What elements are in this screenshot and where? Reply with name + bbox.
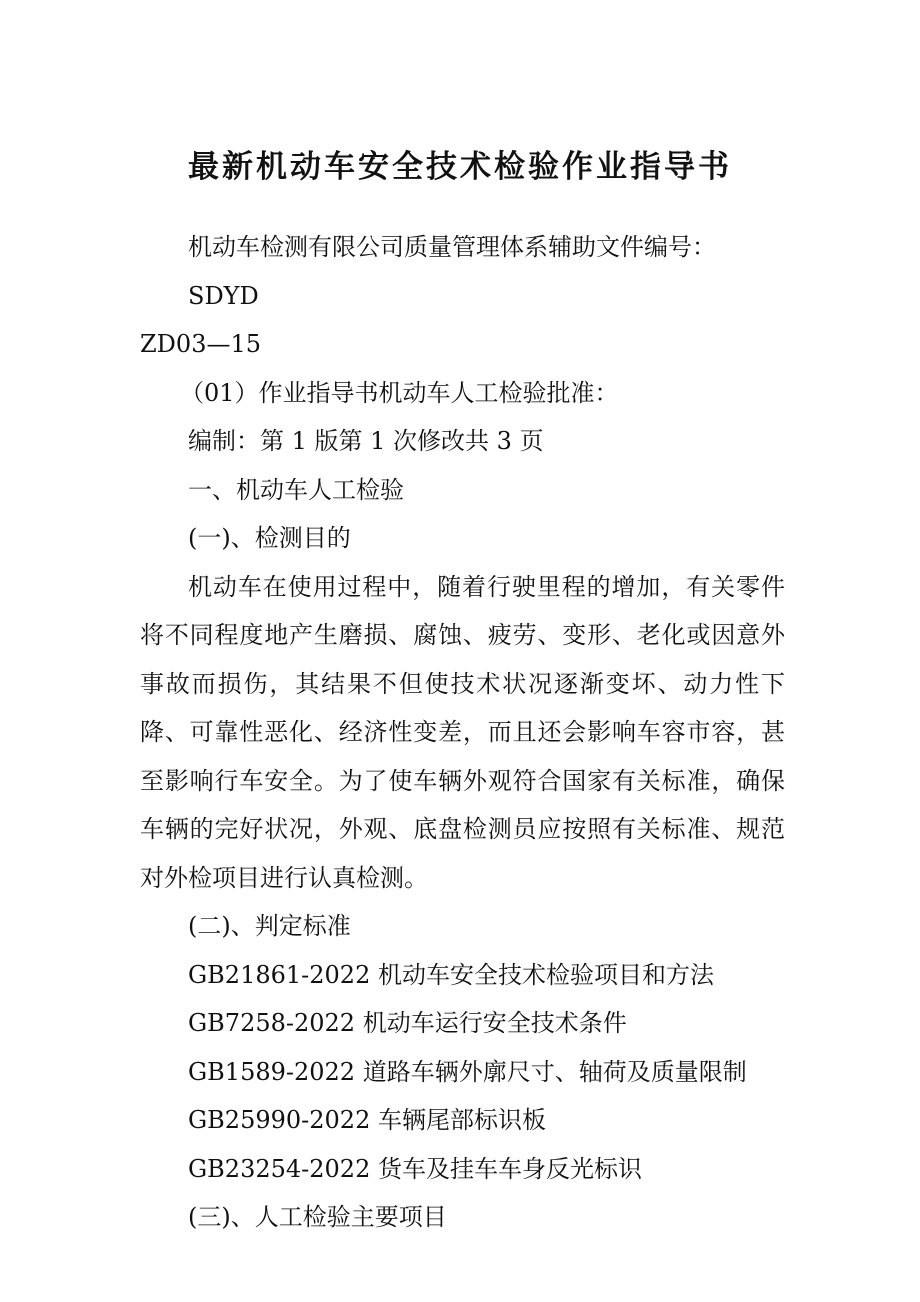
approval-line: （01）作业指导书机动车人工检验批准： — [180, 378, 619, 407]
standard-item: GB1589-2022 道路车辆外廓尺寸、轴荷及质量限制 — [188, 1057, 747, 1086]
file-number-line: 机动车检测有限公司质量管理体系辅助文件编号：SDYD — [188, 233, 716, 310]
subsection-heading-purpose: (一)、检测目的 — [188, 524, 351, 552]
subsection-heading-standards: (二)、判定标准 — [188, 912, 351, 940]
document-title: 最新机动车安全技术检验作业指导书 — [188, 149, 732, 185]
purpose-paragraph: 机动车在使用过程中，随着行驶里程的增加，有关零件将不同程度地产生磨损、腐蚀、疲劳、变形、老化或因意外事故而损伤，其结果不但使技术状况逐渐变坏、动力性下降、可靠性恶化、经济性变差，而且还会影响车容市容，甚至影响行车安全。为了使车辆外观符合国家有关标准，确保车辆的完好状况，外观、底盘检测员应按照有关标准、规范对外检项目进行认真检测。 — [140, 572, 785, 892]
standard-item: GB7258-2022 机动车运行安全技术条件 — [188, 1009, 627, 1037]
file-number-continuation: ZD03—15 — [140, 330, 261, 358]
standard-item: GB23254-2022 货车及挂车车身反光标识 — [188, 1154, 642, 1183]
section-heading: 一、机动车人工检验 — [188, 475, 404, 504]
subsection-heading-inspection-items: (三)、人工检验主要项目 — [188, 1203, 447, 1231]
standard-item: GB25990-2022 车辆尾部标识板 — [188, 1106, 546, 1134]
standard-item: GB21861-2022 机动车安全技术检验项目和方法 — [188, 960, 714, 989]
document-body — [140, 223, 785, 1242]
edition-line: 编制：第 1 版第 1 次修改共 3 页 — [188, 427, 544, 455]
